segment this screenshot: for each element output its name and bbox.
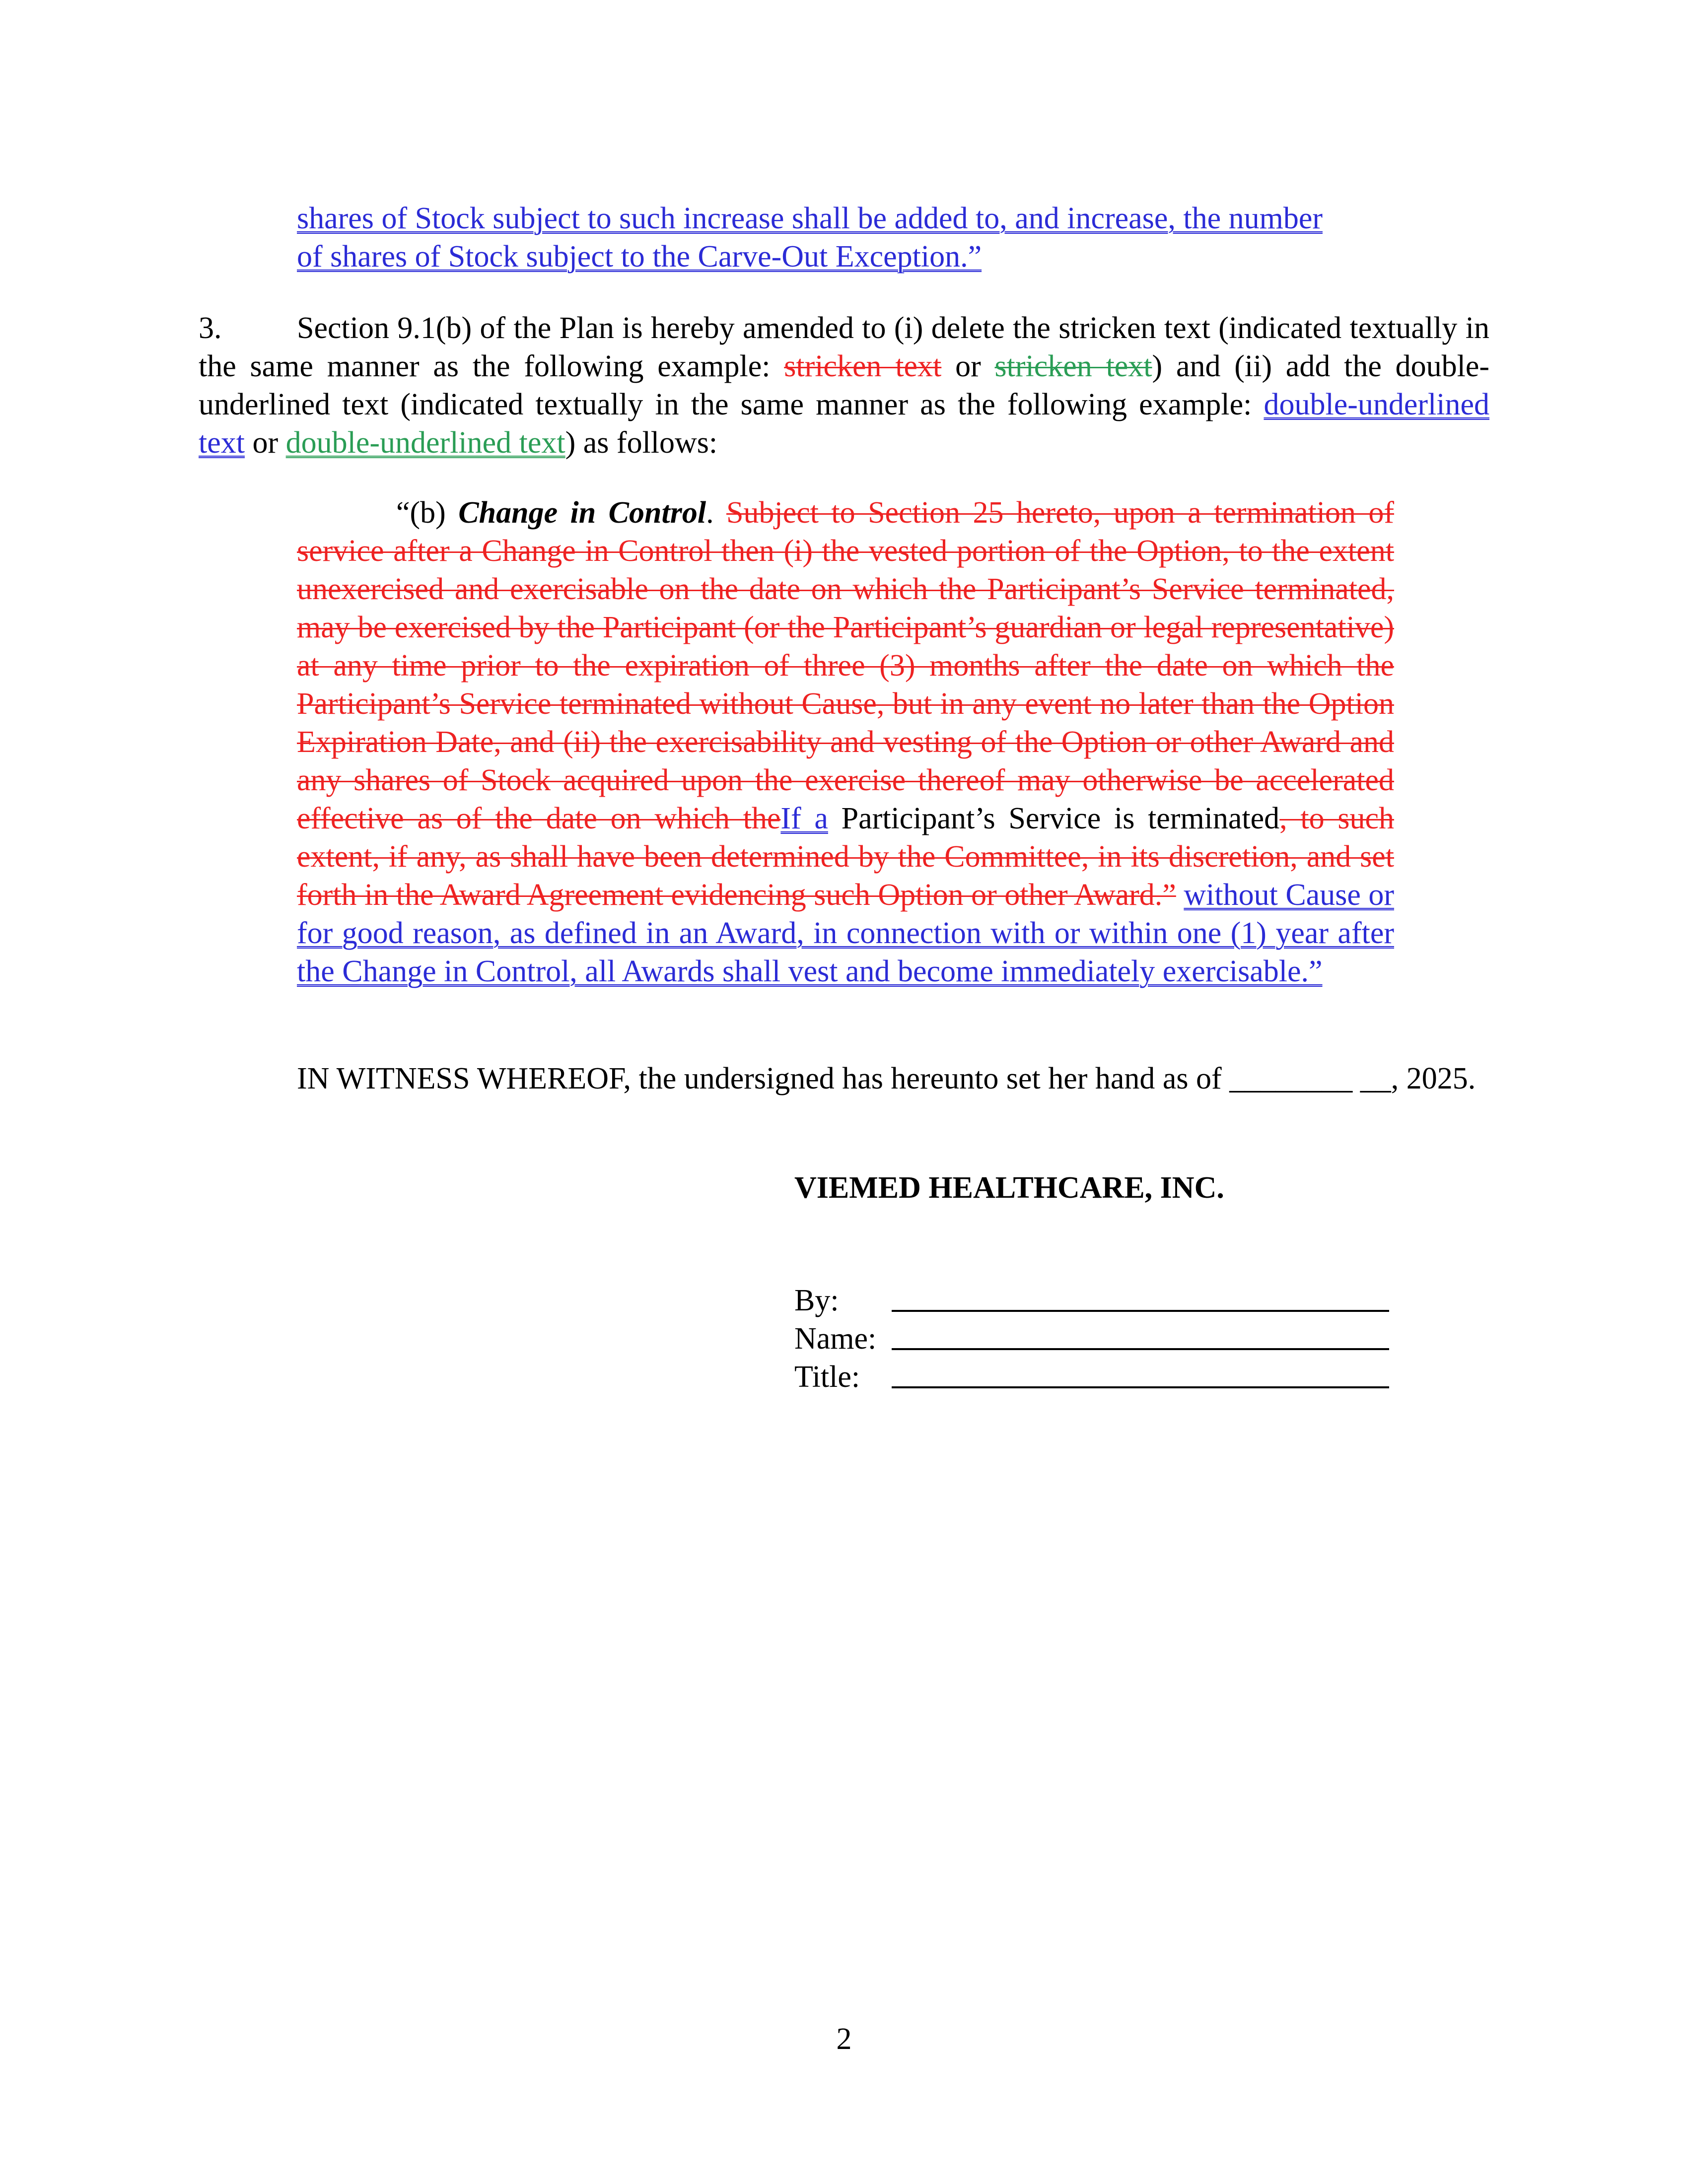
clause-b-space bbox=[1176, 878, 1184, 912]
witness-block bbox=[199, 1060, 1489, 1098]
example-double-underlined-green: double-underlined text bbox=[285, 426, 565, 460]
section-3-or-1: or bbox=[941, 349, 995, 383]
section-3-text-a: Section 9.1(b) of the Plan is hereby amended to (i) delete the stricken text (indicated textually in the same manner as the following example: bbox=[199, 311, 1489, 383]
title-label: Title: bbox=[794, 1360, 860, 1394]
clause-b-text bbox=[297, 494, 1394, 991]
section-3 bbox=[199, 309, 1489, 462]
page-number: 2 bbox=[836, 2022, 852, 2056]
clause-b-heading-period: . bbox=[706, 496, 727, 530]
section-3-number: 3. bbox=[199, 311, 222, 345]
clause-b-block bbox=[297, 494, 1394, 991]
clause-b-plain-1: Participant’s Service is terminated bbox=[828, 802, 1280, 835]
by-label: By: bbox=[794, 1284, 839, 1317]
signature-block bbox=[794, 1169, 1440, 1396]
clause-b-prefix: “(b) bbox=[396, 496, 459, 530]
clause-b-heading: Change in Control bbox=[458, 496, 706, 530]
by-signature-line[interactable] bbox=[892, 1310, 1389, 1312]
carryover-line-2: of shares of Stock subject to the Carve-Out Exception.” bbox=[297, 240, 982, 273]
section-3-or-2: or bbox=[244, 426, 286, 460]
company-name: VIEMED HEALTHCARE, INC. bbox=[794, 1171, 1224, 1205]
example-double-underlined-blue: double-underlined text bbox=[199, 388, 1489, 460]
name-signature-line[interactable] bbox=[892, 1348, 1389, 1350]
carryover-line-1: shares of Stock subject to such increase shall be added to, and increase, the number bbox=[297, 202, 1323, 235]
section-3-text bbox=[199, 309, 1489, 462]
deleted-text-1: Subject to Section 25 hereto, upon a termination of service after a Change in Control then (i) the vested portion of the Option, to the extent unexercised and exercisable on the date on which the Participant’s Service terminated, may be exercised by the Participant (or the Participant’s guardian or legal representative) at any time prior to the expiration of three (3) months after the date on which the Participant’s Service terminated without Cause, but in any event no later than the Option Expiration Date, and (ii) the exercisability and vesting of the Option or other Award and any shares of Stock acquired upon the exercise thereof may otherwise be accelerated effective as of the date on which the bbox=[297, 496, 1395, 835]
inserted-text-2: without Cause or for good reason, as defined in an Award, in connection with or within one (1) year after the Change in Control, all Awards shall vest and become immediately exercisable.” bbox=[297, 878, 1395, 988]
witness-text: IN WITNESS WHEREOF, the undersigned has hereunto set her hand as of ________ __, 2025. bbox=[297, 1062, 1476, 1095]
inserted-text-1: If a bbox=[780, 802, 828, 835]
signature-by-row bbox=[794, 1282, 1440, 1320]
carryover-block bbox=[297, 200, 1394, 276]
section-3-text-b: ) and (ii) add the double-underlined text (indicated textually in the same manner as the following example: bbox=[199, 349, 1490, 421]
example-stricken-red: stricken text bbox=[784, 349, 942, 383]
example-stricken-green: stricken text bbox=[994, 349, 1152, 383]
title-signature-line[interactable] bbox=[892, 1386, 1389, 1388]
section-3-text-c: ) as follows: bbox=[565, 426, 718, 460]
signature-name-row bbox=[794, 1320, 1440, 1358]
name-label: Name: bbox=[794, 1322, 877, 1356]
deleted-text-2: , to such extent, if any, as shall have been determined by the Committee, in its discretion, and set forth in the Award Agreement evidencing such Option or other Award.” bbox=[297, 802, 1395, 912]
signature-title-row bbox=[794, 1358, 1440, 1396]
